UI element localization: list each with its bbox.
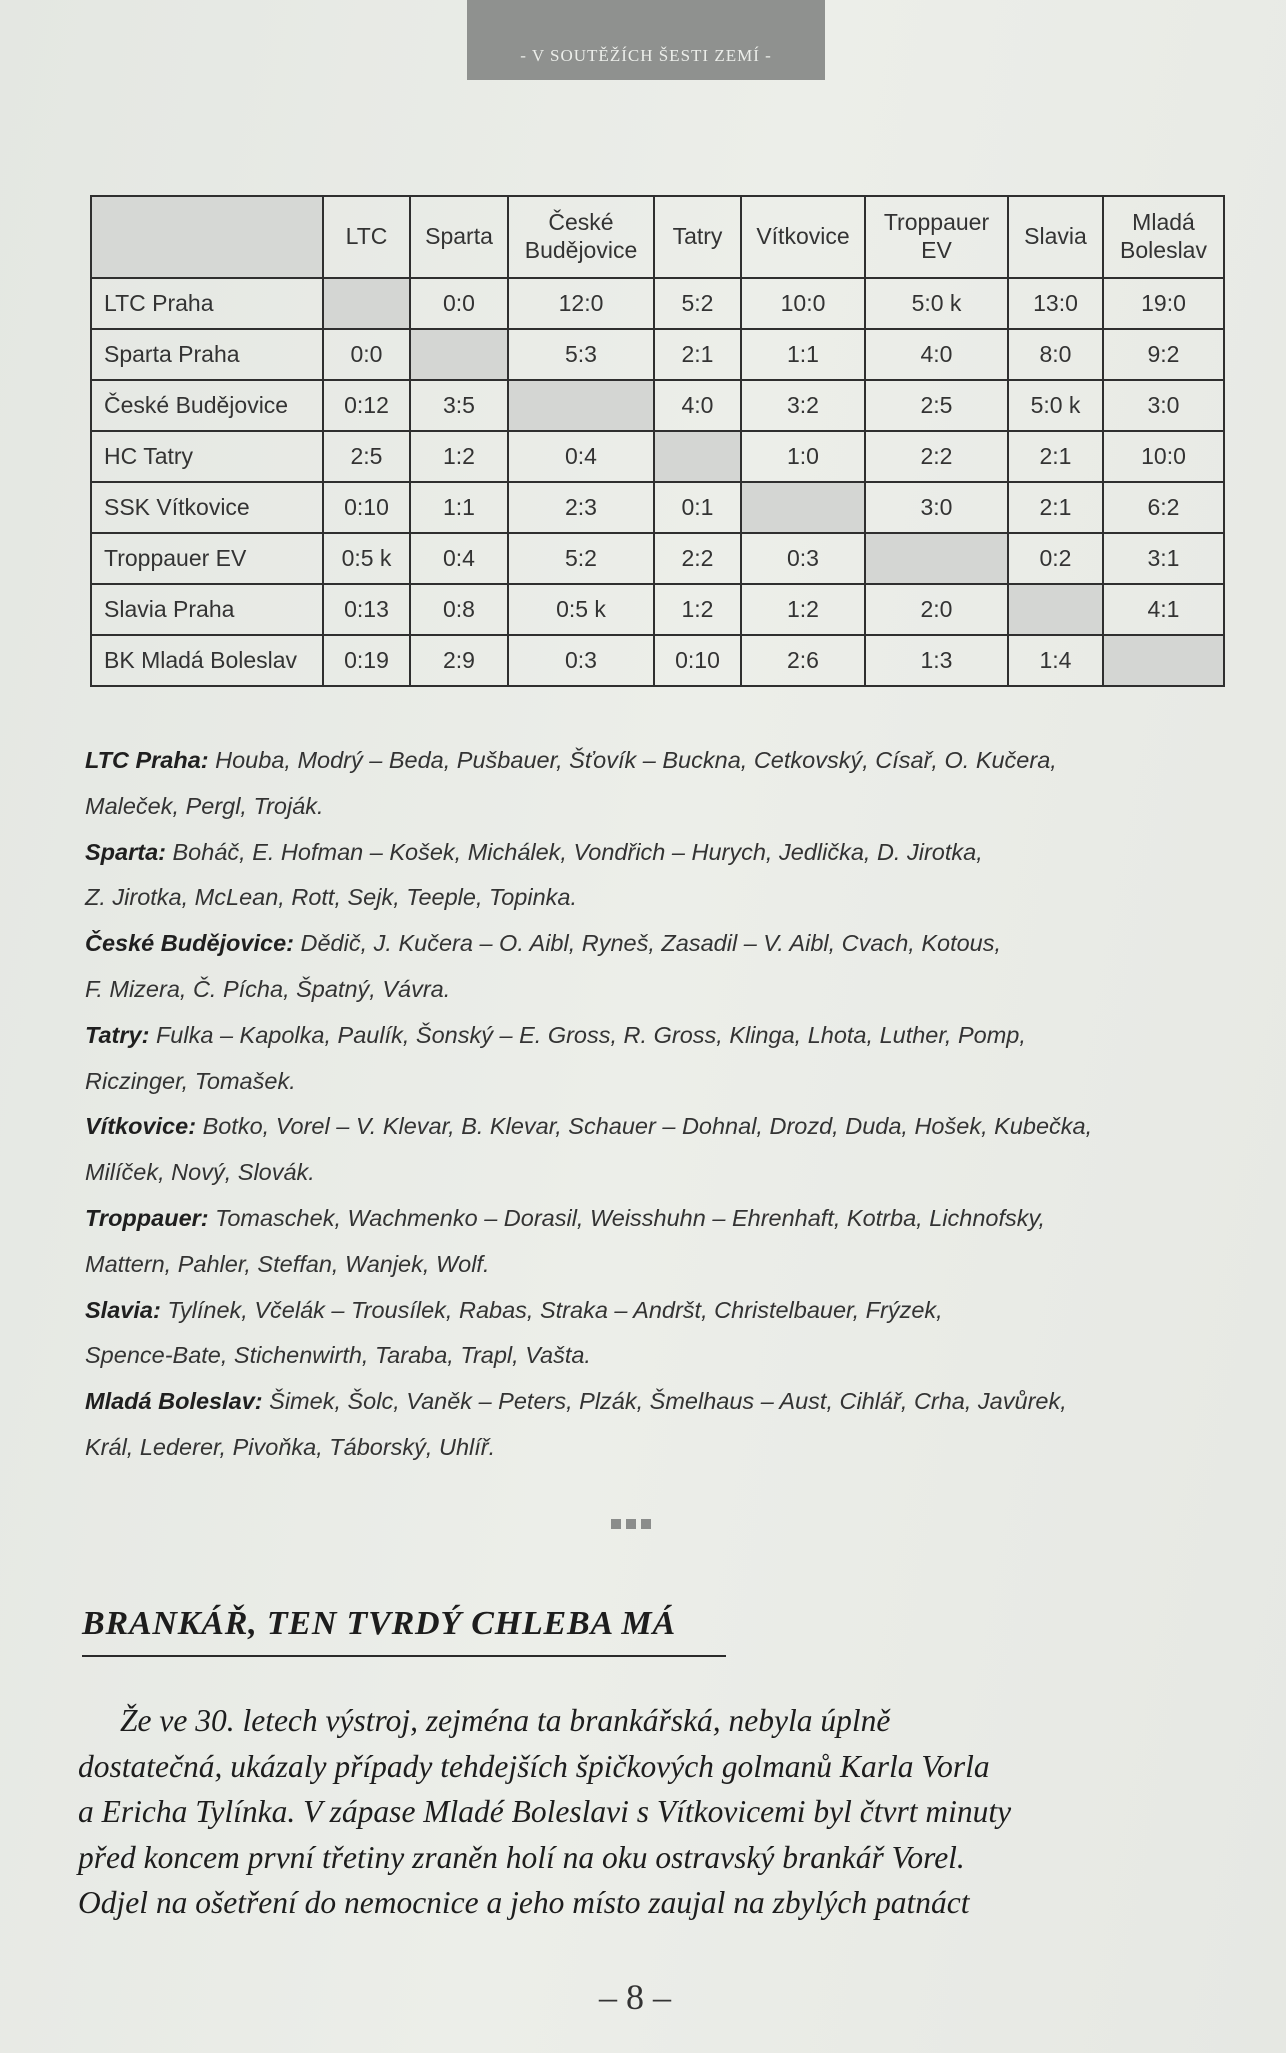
score-cell: 0:0	[410, 278, 508, 329]
score-cell: 0:5 k	[323, 533, 410, 584]
team-name-cell: Troppauer EV	[91, 533, 323, 584]
body-line: a Ericha Tylínka. V zápase Mladé Boleslavi s Vítkovicemi byl čtvrt minuty	[78, 1794, 1012, 1829]
column-header: LTC	[323, 196, 410, 278]
table-row	[91, 380, 1224, 431]
team-name-cell: LTC Praha	[91, 278, 323, 329]
separator-square	[626, 1519, 636, 1529]
score-cell: 0:8	[410, 584, 508, 635]
score-cell: 13:0	[1008, 278, 1103, 329]
roster-team-label: Slavia:	[85, 1296, 161, 1323]
score-cell: 0:2	[1008, 533, 1103, 584]
diagonal-cell	[654, 431, 741, 482]
score-cell: 0:4	[508, 431, 654, 482]
table-header-row	[91, 196, 1224, 278]
score-cell: 0:12	[323, 380, 410, 431]
diagonal-cell	[1103, 635, 1224, 686]
chapter-header-text: - V SOUTĚŽÍCH ŠESTI ZEMÍ -	[520, 46, 772, 65]
score-cell: 9:2	[1103, 329, 1224, 380]
score-cell: 4:0	[654, 380, 741, 431]
table-corner-cell	[91, 196, 323, 278]
body-line: před koncem první třetiny zraněn holí na oku ostravský brankář Vorel.	[78, 1839, 965, 1875]
table-row	[91, 482, 1224, 533]
roster-team-label: Vítkovice:	[85, 1113, 197, 1140]
roster-team-label: Sparta:	[85, 838, 166, 865]
roster-line	[85, 1196, 1220, 1242]
score-cell: 1:4	[1008, 635, 1103, 686]
score-cell: 5:2	[654, 278, 741, 329]
roster-players: Fulka – Kapolka, Paulík, Šonský – E. Gross, R. Gross, Klinga, Lhota, Luther, Pomp,	[155, 1021, 1026, 1048]
roster-team-label: Tatry:	[85, 1021, 150, 1048]
score-cell: 1:0	[741, 431, 865, 482]
roster-players: Boháč, E. Hofman – Košek, Michálek, Vondřich – Hurych, Jedlička, D. Jirotka,	[172, 838, 983, 865]
roster-players: Houba, Modrý – Beda, Pušbauer, Šťovík – Buckna, Cetkovský, Císař, O. Kučera,	[215, 747, 1057, 773]
score-cell: 2:1	[654, 329, 741, 380]
column-header: Troppauer EV	[865, 196, 1008, 278]
roster-players: Tomaschek, Wachmenko – Dorasil, Weisshuhn – Ehrenhaft, Kotrba, Lichnofsky,	[215, 1204, 1046, 1231]
score-cell: 2:5	[865, 380, 1008, 431]
column-header: Mladá Boleslav	[1103, 196, 1224, 278]
score-cell: 10:0	[1103, 431, 1224, 482]
team-name-cell: České Budějovice	[91, 380, 323, 431]
roster-line-continued: Riczinger, Tomašek.	[85, 1067, 296, 1094]
team-name-cell: SSK Vítkovice	[91, 482, 323, 533]
column-header: Sparta	[410, 196, 508, 278]
roster-team-label: České Budějovice:	[85, 930, 294, 957]
score-cell: 1:2	[741, 584, 865, 635]
score-cell: 2:1	[1008, 482, 1103, 533]
score-cell: 0:4	[410, 533, 508, 584]
score-cell: 0:3	[508, 635, 654, 686]
score-cell: 0:13	[323, 584, 410, 635]
score-cell: 0:10	[654, 635, 741, 686]
roster-players: Šimek, Šolc, Vaněk – Peters, Plzák, Šmelhaus – Aust, Cihlář, Crha, Javůrek,	[269, 1388, 1067, 1415]
diagonal-cell	[741, 482, 865, 533]
separator-square	[611, 1519, 621, 1529]
column-header: Vítkovice	[741, 196, 865, 278]
body-line: Že ve 30. letech výstroj, zejména ta brankářská, nebyla úplně	[120, 1703, 891, 1738]
roster-team-label: LTC Praha:	[85, 747, 209, 773]
section-title: BRANKÁŘ, TEN TVRDÝ CHLEBA MÁ	[82, 1605, 676, 1642]
score-cell: 6:2	[1103, 482, 1224, 533]
body-line: Odjel na ošetření do nemocnice a jeho místo zaujal na zbylých patnáct	[78, 1885, 970, 1920]
score-cell: 0:10	[323, 482, 410, 533]
table-row	[91, 431, 1224, 482]
roster-team-label: Mladá Boleslav:	[85, 1388, 263, 1415]
score-cell: 1:2	[410, 431, 508, 482]
roster-line	[85, 738, 1220, 784]
table-row	[91, 278, 1224, 329]
roster-players: Tylínek, Včelák – Trousílek, Rabas, Straka – Andršt, Christelbauer, Frýzek,	[167, 1296, 943, 1323]
team-name-cell: Sparta Praha	[91, 329, 323, 380]
team-name-cell: BK Mladá Boleslav	[91, 635, 323, 686]
roster-line	[85, 830, 1220, 876]
roster-line	[85, 1379, 1220, 1425]
score-cell: 2:1	[1008, 431, 1103, 482]
chapter-header	[467, 0, 825, 80]
score-cell: 3:5	[410, 380, 508, 431]
body-line: dostatečná, ukázaly případy tehdejších špičkových golmanů Karla Vorla	[78, 1748, 990, 1784]
table-row	[91, 533, 1224, 584]
roster-line-continued: Mattern, Pahler, Steffan, Wanjek, Wolf.	[85, 1250, 490, 1277]
score-cell: 2:6	[741, 635, 865, 686]
score-cell: 5:3	[508, 329, 654, 380]
diagonal-cell	[410, 329, 508, 380]
section-separator	[611, 1519, 651, 1529]
table-row	[91, 584, 1224, 635]
score-cell: 8:0	[1008, 329, 1103, 380]
score-cell: 2:0	[865, 584, 1008, 635]
score-cell: 5:0 k	[865, 278, 1008, 329]
score-cell: 2:9	[410, 635, 508, 686]
score-cell: 10:0	[741, 278, 865, 329]
table-row	[91, 635, 1224, 686]
roster-line	[85, 1288, 1220, 1334]
score-cell: 12:0	[508, 278, 654, 329]
score-cell: 2:3	[508, 482, 654, 533]
score-cell: 2:2	[654, 533, 741, 584]
diagonal-cell	[323, 278, 410, 329]
score-cell: 4:0	[865, 329, 1008, 380]
score-cell: 0:5 k	[508, 584, 654, 635]
roster-line-continued: Milíček, Nový, Slovák.	[85, 1159, 315, 1186]
column-header: Tatry	[654, 196, 741, 278]
roster-team-label: Troppauer:	[85, 1204, 209, 1231]
score-cell: 1:1	[741, 329, 865, 380]
page-number: – 8 –	[599, 1977, 671, 2017]
score-cell: 3:0	[1103, 380, 1224, 431]
score-cell: 5:2	[508, 533, 654, 584]
roster-players: Dědič, J. Kučera – O. Aibl, Ryneš, Zasadil – V. Aibl, Cvach, Kotous,	[300, 930, 1002, 957]
roster-line-continued: Spence-Bate, Stichenwirth, Taraba, Trapl, Vašta.	[85, 1342, 591, 1369]
roster-line-continued: Z. Jirotka, McLean, Rott, Sejk, Teeple, Topinka.	[85, 884, 578, 911]
score-cell: 0:3	[741, 533, 865, 584]
team-name-cell: HC Tatry	[91, 431, 323, 482]
roster-line	[85, 1104, 1220, 1150]
section-title-underline	[82, 1655, 726, 1657]
diagonal-cell	[508, 380, 654, 431]
score-cell: 5:0 k	[1008, 380, 1103, 431]
diagonal-cell	[1008, 584, 1103, 635]
score-cell: 1:3	[865, 635, 1008, 686]
roster-line-continued: Maleček, Pergl, Troják.	[85, 792, 324, 819]
column-header: Slavia	[1008, 196, 1103, 278]
roster-line	[85, 921, 1220, 967]
score-cell: 0:1	[654, 482, 741, 533]
score-cell: 3:0	[865, 482, 1008, 533]
results-table	[90, 195, 1225, 687]
separator-square	[641, 1519, 651, 1529]
score-cell: 3:1	[1103, 533, 1224, 584]
roster-line-continued: Král, Lederer, Pivoňka, Táborský, Uhlíř.	[85, 1433, 496, 1460]
roster-players: Botko, Vorel – V. Klevar, B. Klevar, Schauer – Dohnal, Drozd, Duda, Hošek, Kubečka,	[202, 1113, 1093, 1140]
roster-line	[85, 1013, 1220, 1059]
table-row	[91, 329, 1224, 380]
score-cell: 0:0	[323, 329, 410, 380]
roster-line-continued: F. Mizera, Č. Pícha, Špatný, Vávra.	[85, 975, 451, 1002]
score-cell: 0:19	[323, 635, 410, 686]
score-cell: 1:1	[410, 482, 508, 533]
column-header: České Budějovice	[508, 196, 654, 278]
score-cell: 2:5	[323, 431, 410, 482]
score-cell: 19:0	[1103, 278, 1224, 329]
team-name-cell: Slavia Praha	[91, 584, 323, 635]
diagonal-cell	[865, 533, 1008, 584]
score-cell: 1:2	[654, 584, 741, 635]
score-cell: 2:2	[865, 431, 1008, 482]
team-rosters	[85, 738, 1220, 1471]
section-body	[78, 1698, 1228, 1926]
score-cell: 3:2	[741, 380, 865, 431]
score-cell: 4:1	[1103, 584, 1224, 635]
